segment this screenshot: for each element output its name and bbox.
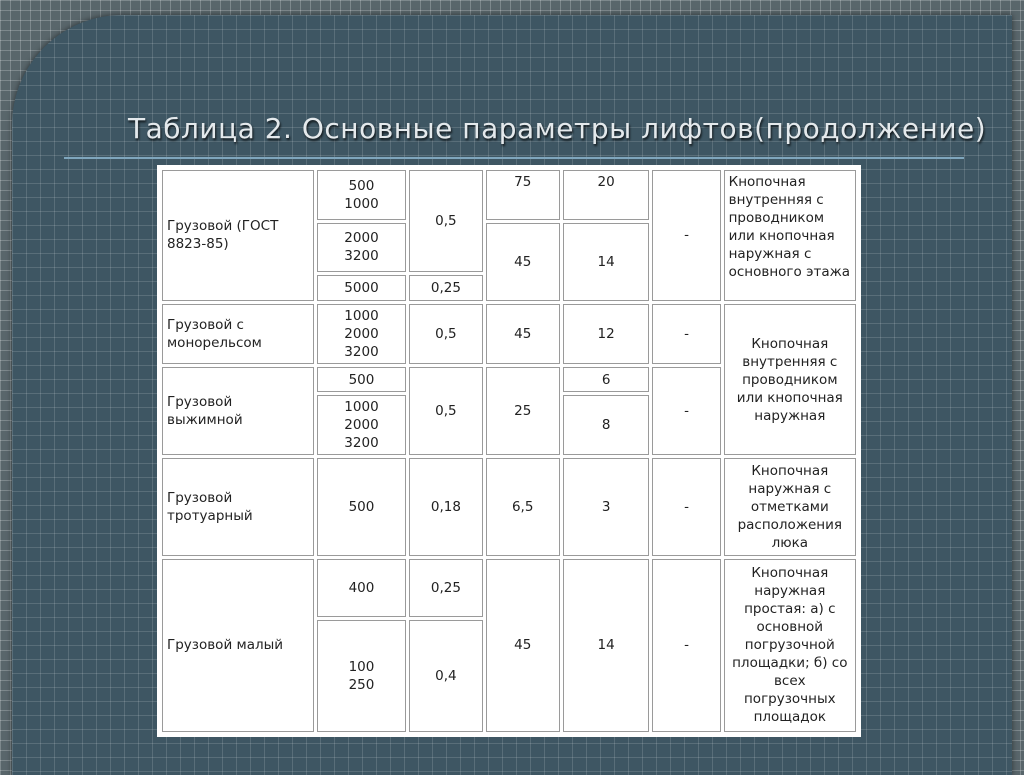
speed-cell: 0,5 xyxy=(409,367,482,455)
value3-cell: 45 xyxy=(486,559,560,732)
table-row xyxy=(162,458,856,555)
capacity-cell xyxy=(317,620,407,732)
lift-type-cell: Грузовой выжимной xyxy=(162,367,314,455)
lift-type-cell: Грузовой с монорельсом xyxy=(162,304,314,365)
dash-cell: - xyxy=(652,458,720,555)
capacity-cell: 400 xyxy=(317,559,407,618)
speed-cell: 0,25 xyxy=(409,275,482,300)
dash-cell: - xyxy=(652,367,720,455)
value3-cell: 45 xyxy=(486,223,560,301)
dash-cell: - xyxy=(652,559,720,732)
value4-cell: 14 xyxy=(563,559,650,732)
capacity-cell: 5000 xyxy=(317,275,407,300)
capacity-value: 500 1000 xyxy=(344,177,379,212)
value4-cell: 8 xyxy=(563,395,650,456)
table-row xyxy=(162,559,856,618)
capacity-cell xyxy=(317,223,407,273)
title-divider xyxy=(64,157,964,159)
capacity-value: 1000 2000 3200 xyxy=(344,399,379,452)
value3-cell: 75 xyxy=(486,170,560,220)
value4-cell: 20 xyxy=(563,170,650,220)
value4-cell: 3 xyxy=(563,458,650,555)
value4-cell: 12 xyxy=(563,304,650,365)
control-cell: Кнопочная внутренняя с проводником или кнопочная наружная с основного этажа xyxy=(724,170,856,301)
speed-cell: 0,25 xyxy=(409,559,482,618)
value3-cell: 45 xyxy=(486,304,560,365)
dash-cell: - xyxy=(652,304,720,365)
lift-type-cell: Грузовой (ГОСТ 8823-85) xyxy=(162,170,314,301)
control-cell: Кнопочная наружная простая: а) с основной погрузочной площадки; б) со всех погрузочных площадок xyxy=(724,559,856,732)
lift-parameters-table xyxy=(159,167,859,735)
value4-cell: 14 xyxy=(563,223,650,301)
value3-cell: 6,5 xyxy=(486,458,560,555)
speed-cell: 0,18 xyxy=(409,458,482,555)
capacity-cell xyxy=(317,395,407,456)
control-cell: Кнопочная внутренняя с проводником или кнопочная наружная xyxy=(724,304,856,456)
table-row xyxy=(162,304,856,365)
speed-cell: 0,5 xyxy=(409,304,482,365)
table-container xyxy=(157,165,861,737)
speed-cell: 0,5 xyxy=(409,170,482,272)
table-row xyxy=(162,170,856,220)
lift-type-cell: Грузовой тротуарный xyxy=(162,458,314,555)
control-cell: Кнопочная наружная с отметками расположения люка xyxy=(724,458,856,555)
capacity-value: 2000 3200 xyxy=(344,230,379,265)
speed-cell: 0,4 xyxy=(409,620,482,732)
capacity-cell xyxy=(317,170,407,220)
slide-title: Таблица 2. Основные параметры лифтов(продолжение) xyxy=(128,112,987,145)
capacity-cell: 500 xyxy=(317,367,407,391)
value4-cell: 6 xyxy=(563,367,650,391)
capacity-value: 100 250 xyxy=(348,659,375,694)
lift-type-cell: Грузовой малый xyxy=(162,559,314,732)
value3-cell: 25 xyxy=(486,367,560,455)
dash-cell: - xyxy=(652,170,720,301)
capacity-cell: 500 xyxy=(317,458,407,555)
capacity-cell xyxy=(317,304,407,365)
capacity-value: 1000 2000 3200 xyxy=(344,308,379,360)
